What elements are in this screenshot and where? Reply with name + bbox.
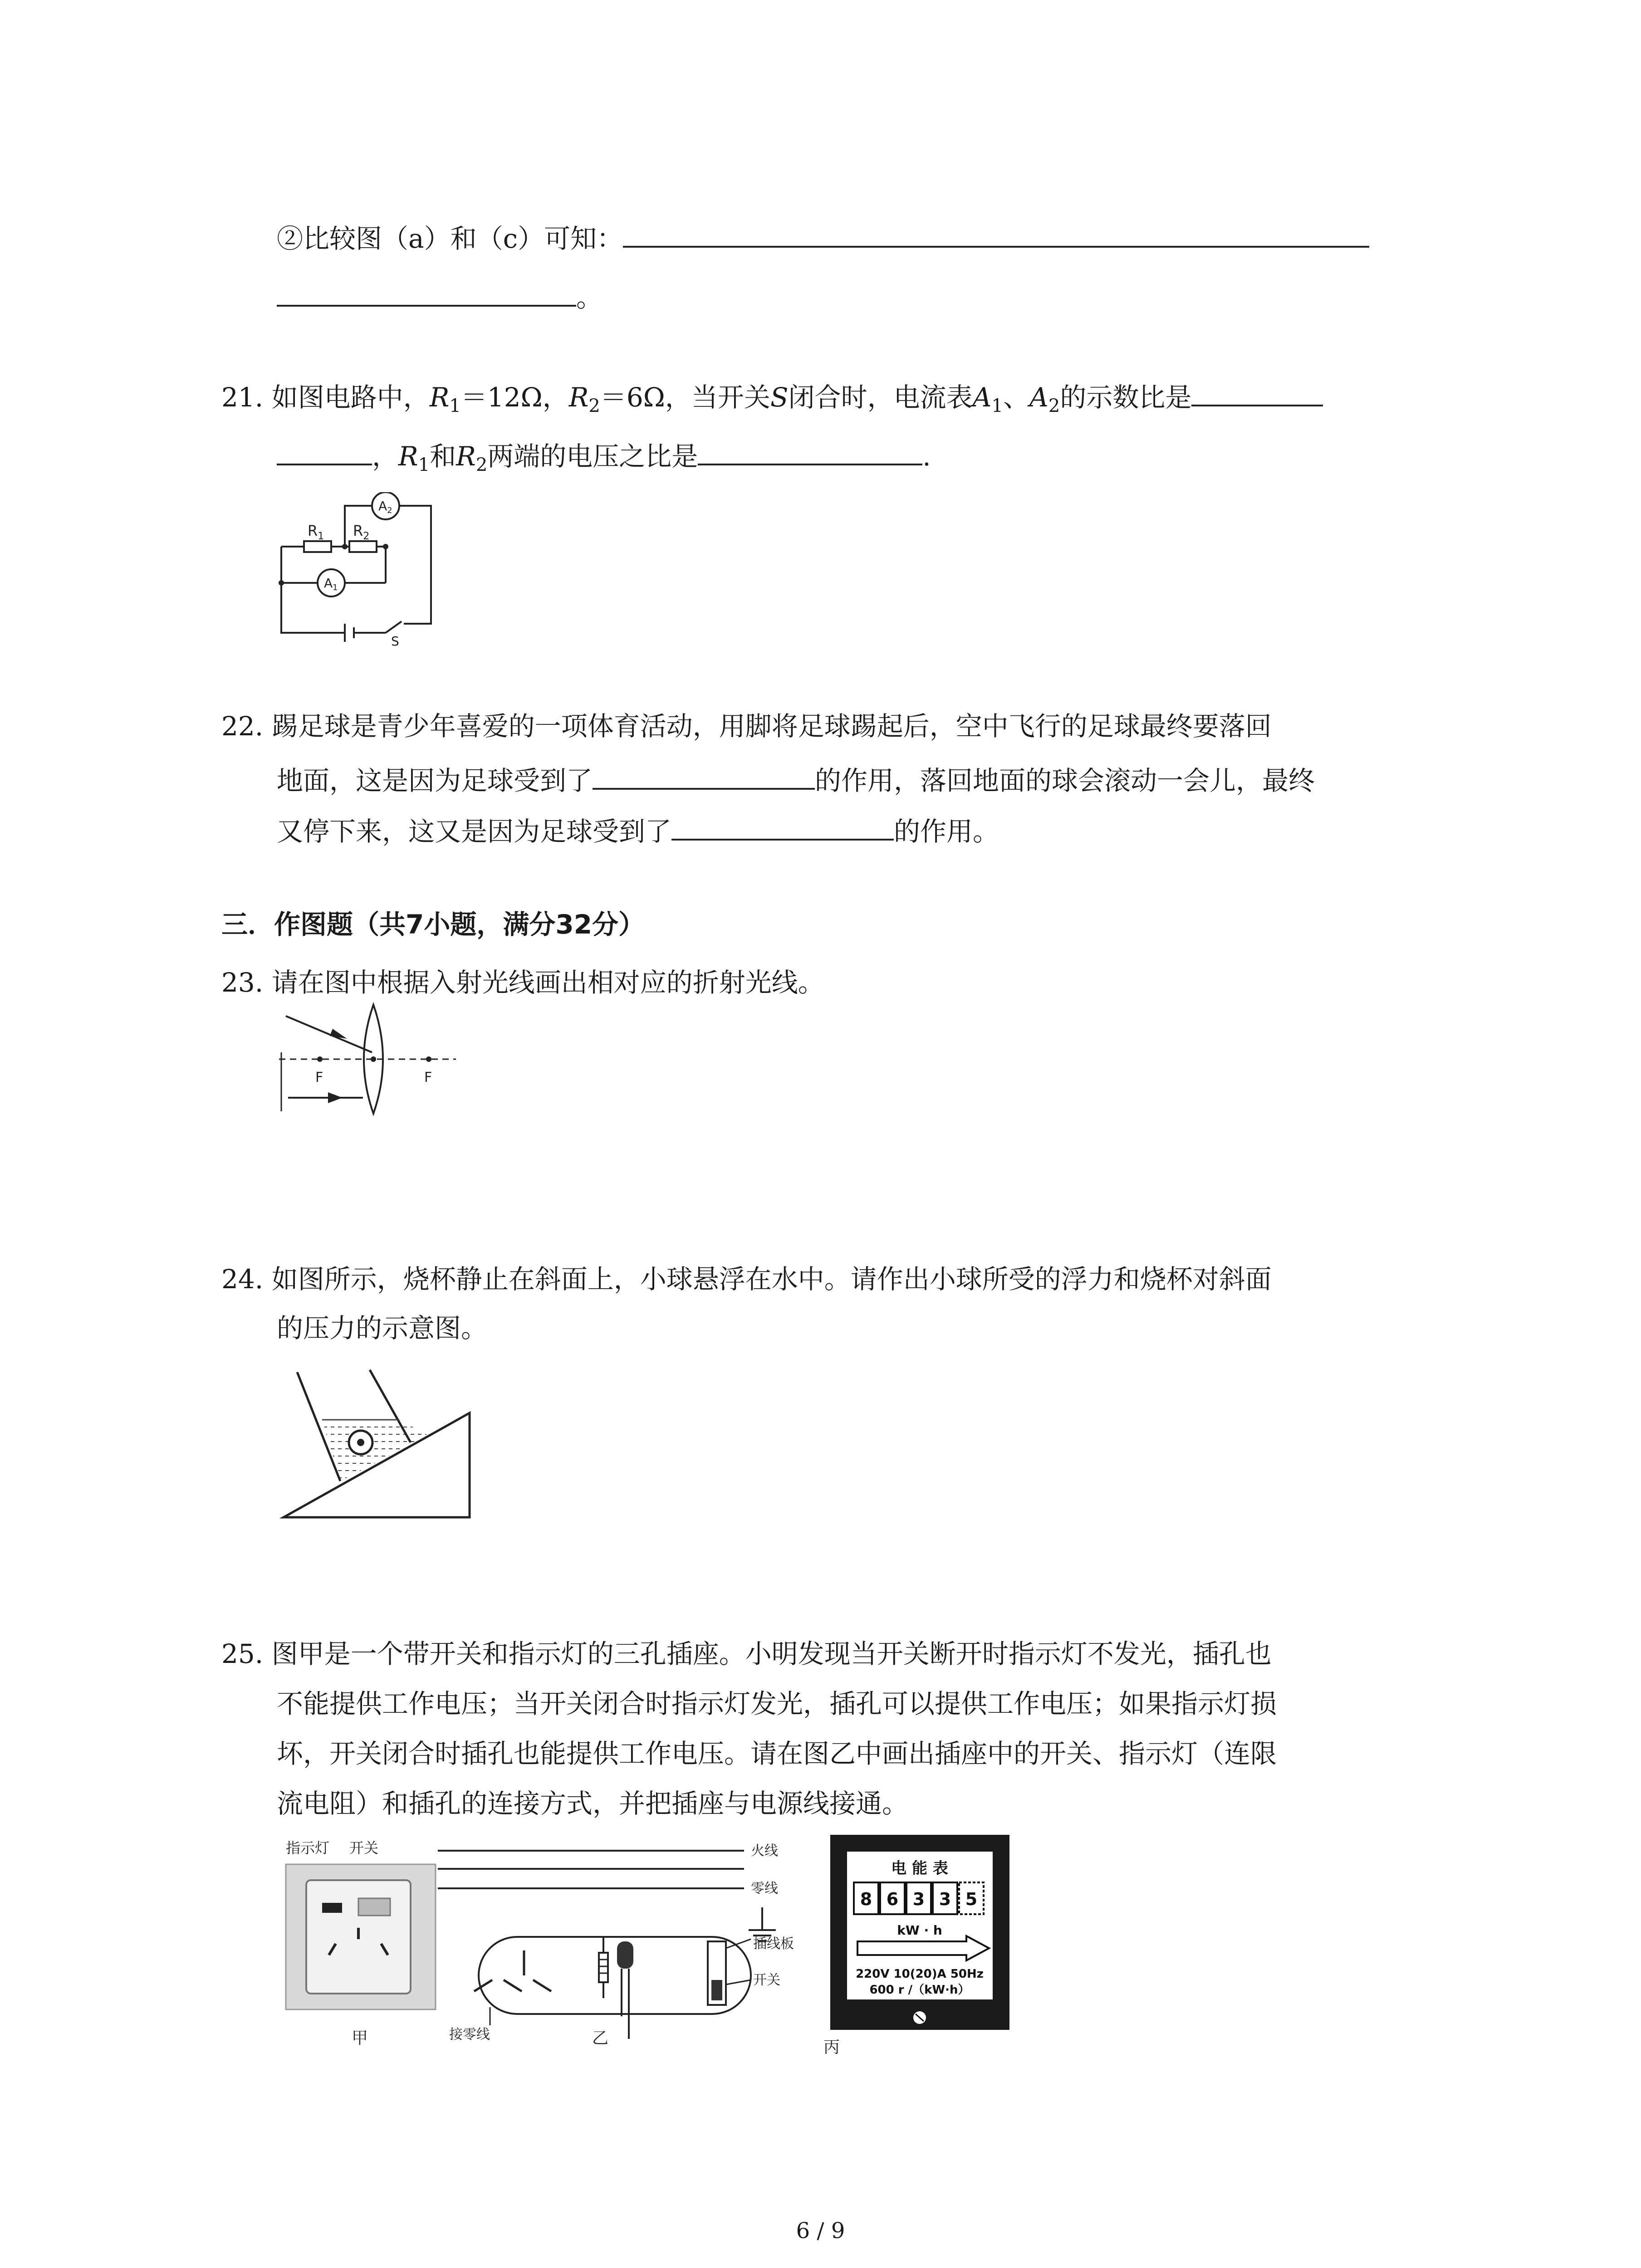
answer-blank[interactable] — [277, 278, 576, 307]
caption-jia: 甲 — [352, 2029, 368, 2048]
a1-label: $A_1$ — [324, 576, 338, 592]
answer-blank[interactable] — [698, 436, 922, 465]
meter-unit: kW · h — [897, 1923, 942, 1938]
junction-dot — [383, 544, 388, 549]
fig-yi-wiring — [436, 1835, 826, 2053]
optical-center — [371, 1056, 376, 1062]
q24-line2: 的压力的示意图。 — [277, 1313, 488, 1344]
q21-circuit-diagram — [272, 492, 445, 646]
indicator-led — [617, 1941, 633, 1969]
switch-label: 开关 — [349, 1839, 379, 1857]
q22-line1: 22. 踢足球是青少年喜爱的一项体育活动，用脚将足球踢起后，空中飞行的足球最终要落回 — [221, 711, 1272, 742]
meter-digit: 3 — [939, 1889, 951, 1909]
switch-label: S — [391, 634, 399, 646]
meter-digit: 6 — [886, 1889, 899, 1909]
q20-part2: ②比较图（a）和（c）可知： — [277, 217, 1369, 260]
q22-line2: 地面，这是因为足球受到了 的作用，落回地面的球会滚动一会儿，最终 — [277, 759, 1315, 802]
meter-spec-rev: 600 r /（kW·h） — [869, 1983, 970, 1997]
incident-ray — [286, 1016, 372, 1052]
meter-spec-rating: 220V 10(20)A 50Hz — [856, 1967, 984, 1981]
q24-beaker-slope-diagram — [279, 1365, 479, 1524]
q21-line1: 21. 如图电路中，$R_1=12\Omega$，$R_2=6\Omega$，当开关S闭合时，电流表$A_1$、$A_2$的示数比是 — [221, 376, 1323, 428]
q23-text: 23. 请在图中根据入射光线画出相对应的折射光线。 — [221, 967, 824, 998]
q22-line3: 又停下来，这又是因为足球受到了 的作用。 — [277, 810, 999, 853]
answer-blank[interactable] — [1191, 377, 1323, 406]
section-title: 三．作图题（共7小题，满分32分） — [221, 909, 645, 940]
water — [322, 1420, 429, 1481]
answer-blank[interactable] — [623, 219, 1369, 248]
answer-blank[interactable] — [593, 761, 815, 790]
socket-switch — [358, 1898, 390, 1916]
fire-wire-label: 火线 — [751, 1843, 778, 1859]
focus-label-left: F — [315, 1070, 323, 1085]
answer-blank[interactable] — [671, 811, 894, 841]
meter-title: 电 能 表 — [891, 1859, 948, 1877]
power-strip-label: 插线板 — [753, 1936, 794, 1952]
caption-bing: 丙 — [823, 2038, 840, 2057]
meter-digit: 3 — [912, 1889, 925, 1909]
indicator-light-label: 指示灯 — [286, 1839, 330, 1857]
meter-digit: 5 — [965, 1889, 978, 1909]
zero-wire-label: 零线 — [751, 1881, 778, 1897]
q25-line1: 25. 图甲是一个带开关和指示灯的三孔插座。小明发现当开关断开时指示灯不发光，插孔也 — [221, 1638, 1272, 1669]
q21-line2: ，$R_1$和$R_2$两端的电压之比是 . — [277, 435, 931, 487]
focus-label-right: F — [424, 1070, 432, 1085]
ground-wire-label: 接零线 — [449, 2027, 490, 2043]
q24-line1: 24. 如图所示，烧杯静止在斜面上，小球悬浮在水中。请作出小球所受的浮力和烧杯对斜面 — [221, 1264, 1272, 1295]
junction-dot — [279, 580, 284, 586]
page-number: 6 / 9 — [796, 2218, 845, 2244]
q25-line2: 不能提供工作电压；当开关闭合时指示灯发光，插孔可以提供工作电压；如果指示灯损 — [277, 1688, 1277, 1719]
junction-dot — [342, 544, 348, 549]
caption-yi: 乙 — [592, 2029, 609, 2048]
meter-digit: 8 — [860, 1889, 872, 1909]
fig-bing-meter — [821, 1833, 1016, 2059]
r2-label: $R_2$ — [353, 522, 370, 542]
a2-label: $A_2$ — [378, 499, 392, 515]
q20-part2-line2: 。 — [277, 276, 603, 319]
focus-point — [426, 1056, 431, 1062]
answer-blank[interactable] — [277, 436, 372, 465]
r1-label: $R_1$ — [308, 522, 324, 542]
q23-lens-diagram — [279, 1002, 460, 1120]
fig-jia-socket — [277, 1835, 440, 2048]
q25-line4: 流电阻）和插孔的连接方式，并把插座与电源线接通。 — [277, 1788, 909, 1819]
focus-point — [317, 1056, 323, 1062]
resistor — [599, 1953, 608, 1982]
switch-label: 开关 — [753, 1972, 780, 1988]
indicator-light — [322, 1903, 342, 1913]
q25-line3: 坏，开关闭合时插孔也能提供工作电压。请在图乙中画出插座中的开关、指示灯（连限 — [277, 1738, 1277, 1769]
